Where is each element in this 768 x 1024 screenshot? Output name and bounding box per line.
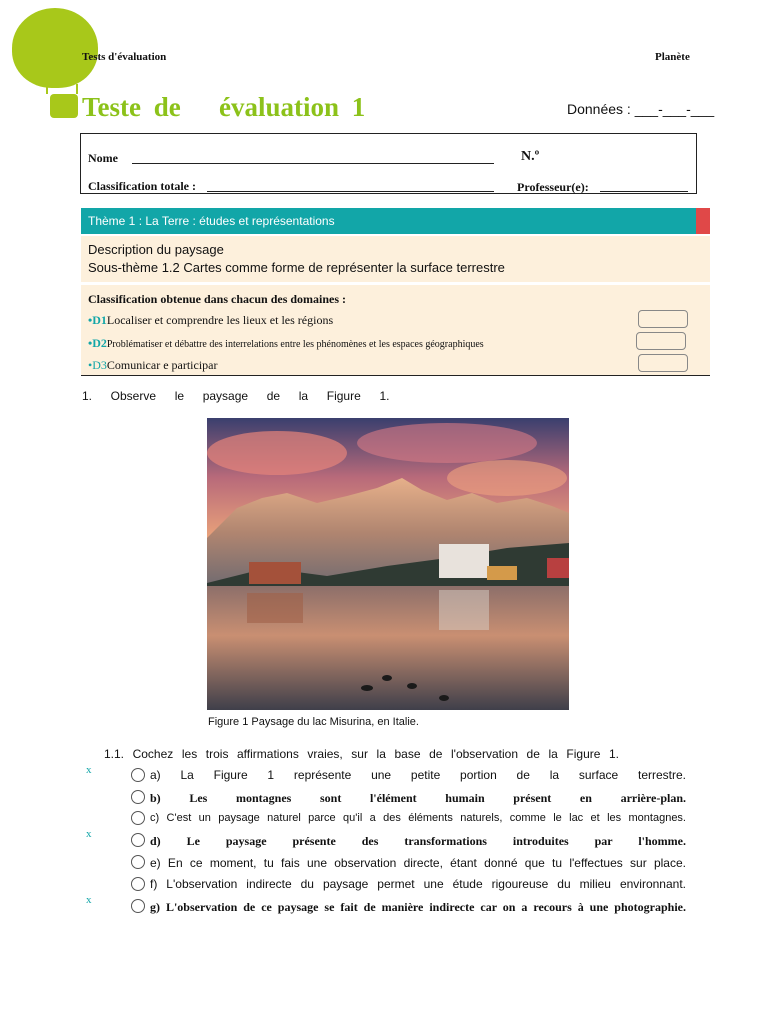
total-label: Classification totale : <box>88 179 196 193</box>
answer-mark-d: x <box>86 828 92 840</box>
identity-box <box>80 133 697 194</box>
description-title: Description du paysage <box>88 242 224 257</box>
theme-accent <box>696 208 710 234</box>
domain-d3 <box>88 358 218 373</box>
domain-code: D1 <box>92 313 107 327</box>
answer-mark-a: x <box>86 764 92 776</box>
teacher-field[interactable] <box>600 191 688 192</box>
balloon-logo <box>12 8 98 88</box>
description-box <box>81 236 710 282</box>
bullet: • <box>88 358 93 372</box>
dates-field[interactable]: Données : ___-___-___ <box>567 101 715 117</box>
option-f: f) L'observation indirecte du paysage permet une étude rigoureuse du milieu environnant. <box>150 877 686 891</box>
radio-e[interactable] <box>131 855 145 869</box>
bullet: • <box>88 336 93 350</box>
classification-box <box>81 285 710 376</box>
balloon-rope <box>46 84 78 94</box>
number-label: N.º <box>521 149 540 164</box>
question-1: 1. Observe le paysage de la Figure 1. <box>82 389 390 403</box>
header-left-label: Tests d'évaluation <box>82 51 167 63</box>
landscape-illustration <box>207 418 569 710</box>
option-d: d) Le paysage présente des transformations introduites par l'homme. <box>150 834 686 848</box>
domain-text: Problématiser et débattre des interrelations entre les phénomènes et les espaces géographiques <box>106 339 484 350</box>
option-g: g) L'observation de ce paysage se fait de manière indirecte car on a recours à une photographie. <box>150 900 686 914</box>
radio-g[interactable] <box>131 899 145 913</box>
option-e: e) En ce moment, tu fais une observation directe, étant donné que tu l'effectues sur place. <box>150 856 686 870</box>
radio-a[interactable] <box>131 768 145 782</box>
radio-d[interactable] <box>131 833 145 847</box>
score-box-d2[interactable] <box>636 332 686 350</box>
domain-code: D3 <box>92 358 107 372</box>
theme-bar: Thème 1 : La Terre : études et représentations <box>81 208 696 234</box>
domain-text: Localiser et comprendre les lieux et les régions <box>106 313 334 327</box>
classification-title: Classification obtenue dans chacun des domaines : <box>88 292 347 306</box>
radio-c[interactable] <box>131 811 145 825</box>
radio-f[interactable] <box>131 877 145 891</box>
balloon-basket <box>50 94 78 118</box>
answer-mark-g: x <box>86 894 92 906</box>
question-1-1: 1.1. Cochez les trois affirmations vraies, sur la base de l'observation de la Figure 1. <box>104 747 619 761</box>
name-field[interactable] <box>132 163 494 164</box>
header-right-label: Planète <box>655 51 690 63</box>
score-box-d1[interactable] <box>638 310 688 328</box>
page-title: Teste de évaluation 1 <box>82 92 366 122</box>
score-box-d3[interactable] <box>638 354 688 372</box>
domain-d2 <box>88 336 484 351</box>
name-label: Nome <box>88 151 118 165</box>
total-field[interactable] <box>207 191 494 192</box>
domain-text: Comunicar e participar <box>106 358 218 372</box>
figure-caption: Figure 1 Paysage du lac Misurina, en Italie. <box>208 716 419 728</box>
bullet: • <box>88 313 93 327</box>
option-a: a) La Figure 1 représente une petite portion de la surface terrestre. <box>150 768 686 782</box>
lake-photo <box>207 418 569 710</box>
radio-b[interactable] <box>131 790 145 804</box>
option-b: b) Les montagnes sont l'élément humain présent en arrière-plan. <box>150 791 686 805</box>
teacher-label: Professeur(e): <box>517 180 589 194</box>
domain-d1 <box>88 313 333 328</box>
domain-code: D2 <box>92 336 107 350</box>
option-c: c) C'est un paysage naturel parce qu'il a des éléments naturels, comme le lac et les montagnes. <box>150 812 686 824</box>
subtheme-text: Sous-thème 1.2 Cartes comme forme de représenter la surface terrestre <box>88 260 505 275</box>
